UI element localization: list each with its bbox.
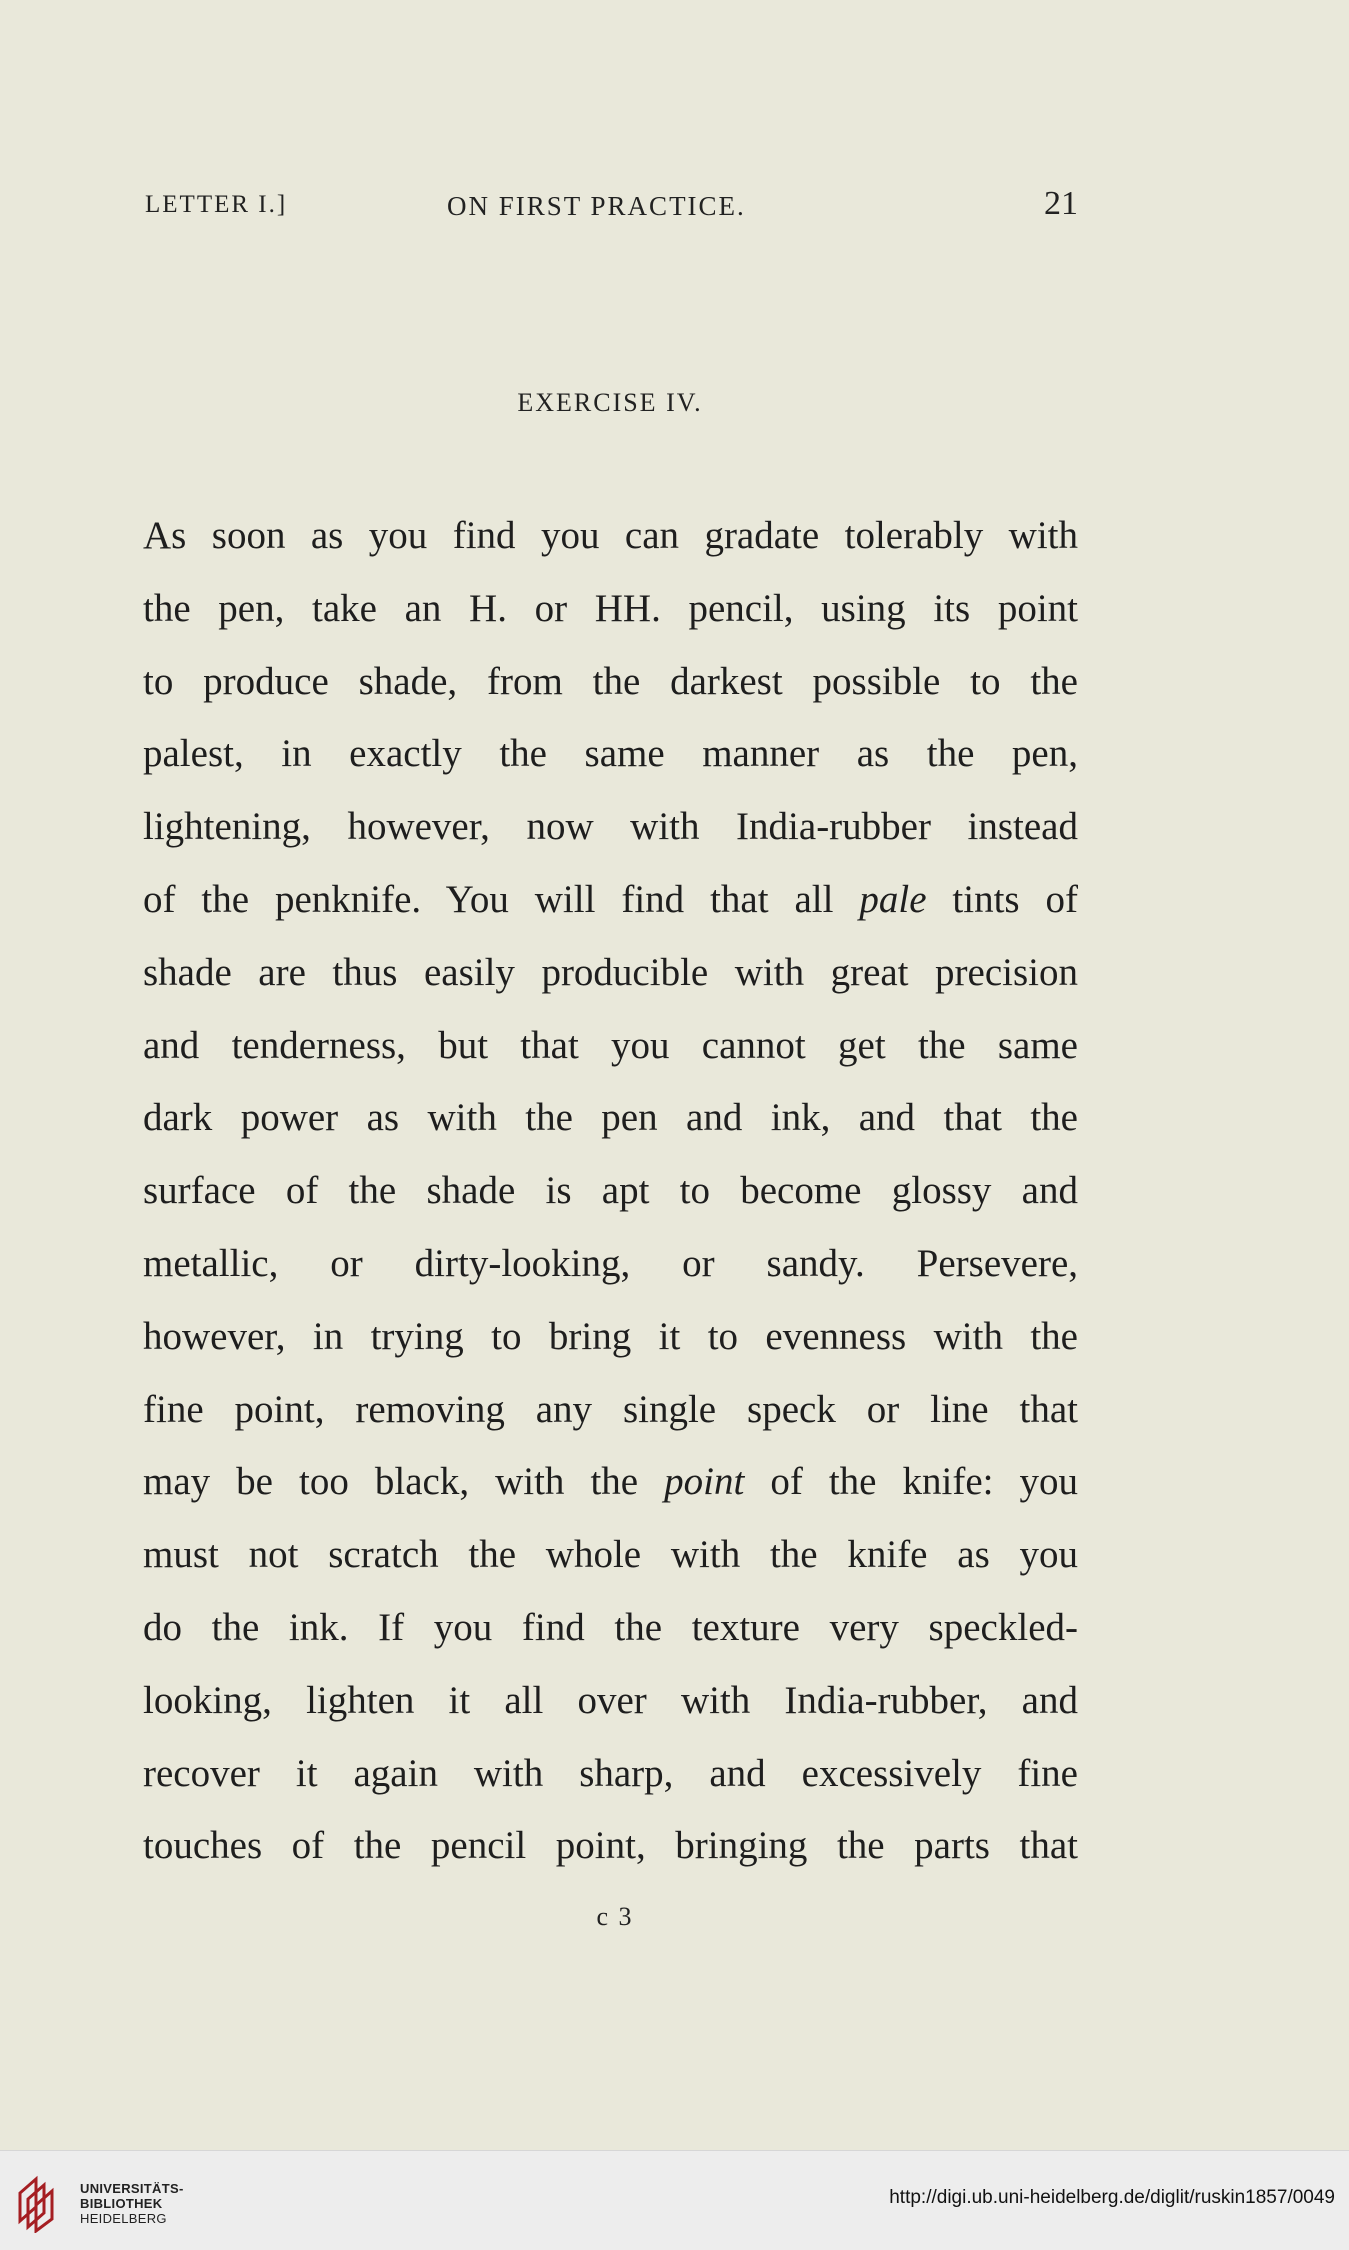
text-line — [143, 871, 1078, 944]
text-line — [143, 1308, 1078, 1381]
body-text — [143, 507, 1078, 1890]
text-line — [143, 1017, 1078, 1090]
text-segment: touches of the pencil point, bringing the parts that — [143, 1824, 1078, 1868]
text-segment: do the ink. If you find the texture very speckled- — [143, 1605, 1078, 1649]
text-line — [143, 1453, 1078, 1526]
text-segment: looking, lighten it all over with India-rubber, and — [143, 1678, 1078, 1722]
text-segment: surface of the shade is apt to become glossy and — [143, 1169, 1078, 1213]
text-line — [143, 1526, 1078, 1599]
text-line — [143, 1381, 1078, 1454]
text-segment: of the knife: you — [744, 1460, 1078, 1504]
text-segment: fine point, removing any single speck or line that — [143, 1387, 1078, 1431]
library-name-line2: BIBLIOTHEK — [80, 2196, 163, 2211]
text-line — [143, 1089, 1078, 1162]
library-name-line1: UNIVERSITÄTS- — [80, 2181, 184, 2196]
text-line — [143, 1745, 1078, 1818]
text-segment: tints of — [926, 877, 1078, 921]
text-segment: metallic, or dirty-looking, or sandy. Persevere, — [143, 1241, 1078, 1285]
text-segment: however, in trying to bring it to evenness with the — [143, 1314, 1078, 1358]
text-line — [143, 507, 1078, 580]
text-line — [143, 725, 1078, 798]
text-line — [143, 1599, 1078, 1672]
text-line — [143, 944, 1078, 1017]
library-name — [80, 2181, 184, 2226]
running-head — [145, 185, 1078, 225]
text-line — [143, 798, 1078, 871]
text-segment: palest, in exactly the same manner as the pen, — [143, 732, 1078, 776]
signature-mark: c 3 — [596, 1902, 634, 1931]
text-segment: of the penknife. You will find that all — [143, 877, 860, 921]
text-segment: may be too black, with the — [143, 1460, 665, 1504]
library-logo-icon — [14, 2171, 72, 2233]
text-line — [143, 580, 1078, 653]
library-name-line3: HEIDELBERG — [80, 2211, 167, 2226]
text-line — [143, 1235, 1078, 1308]
text-line — [143, 1672, 1078, 1745]
text-segment: the pen, take an H. or HH. pencil, using its point — [143, 586, 1078, 630]
italic-word: pale — [859, 877, 927, 921]
running-head-left: LETTER I.] — [145, 191, 288, 218]
text-line — [143, 653, 1078, 726]
running-head-title: ON FIRST PRACTICE. — [447, 191, 746, 221]
text-segment: to produce shade, from the darkest possible to the — [143, 659, 1078, 703]
text-segment: must not scratch the whole with the knife as you — [143, 1533, 1078, 1577]
footer-bar — [0, 2150, 1349, 2250]
text-segment: recover it again with sharp, and excessively fine — [143, 1751, 1078, 1795]
permalink-url[interactable]: http://digi.ub.uni-heidelberg.de/diglit/ruskin1857/0049 — [889, 2187, 1335, 2208]
text-segment: dark power as with the pen and ink, and that the — [143, 1096, 1078, 1140]
text-segment: As soon as you find you can gradate tolerably with — [143, 514, 1078, 557]
text-segment: lightening, however, now with India-rubber instead — [143, 805, 1078, 849]
exercise-title: EXERCISE IV. — [517, 388, 703, 417]
text-line — [143, 1162, 1078, 1235]
text-segment: and tenderness, but that you cannot get the same — [143, 1023, 1078, 1067]
text-segment: shade are thus easily producible with great precision — [143, 950, 1078, 994]
italic-word: point — [664, 1460, 745, 1504]
text-line — [143, 1817, 1078, 1890]
page-number: 21 — [1044, 185, 1078, 222]
